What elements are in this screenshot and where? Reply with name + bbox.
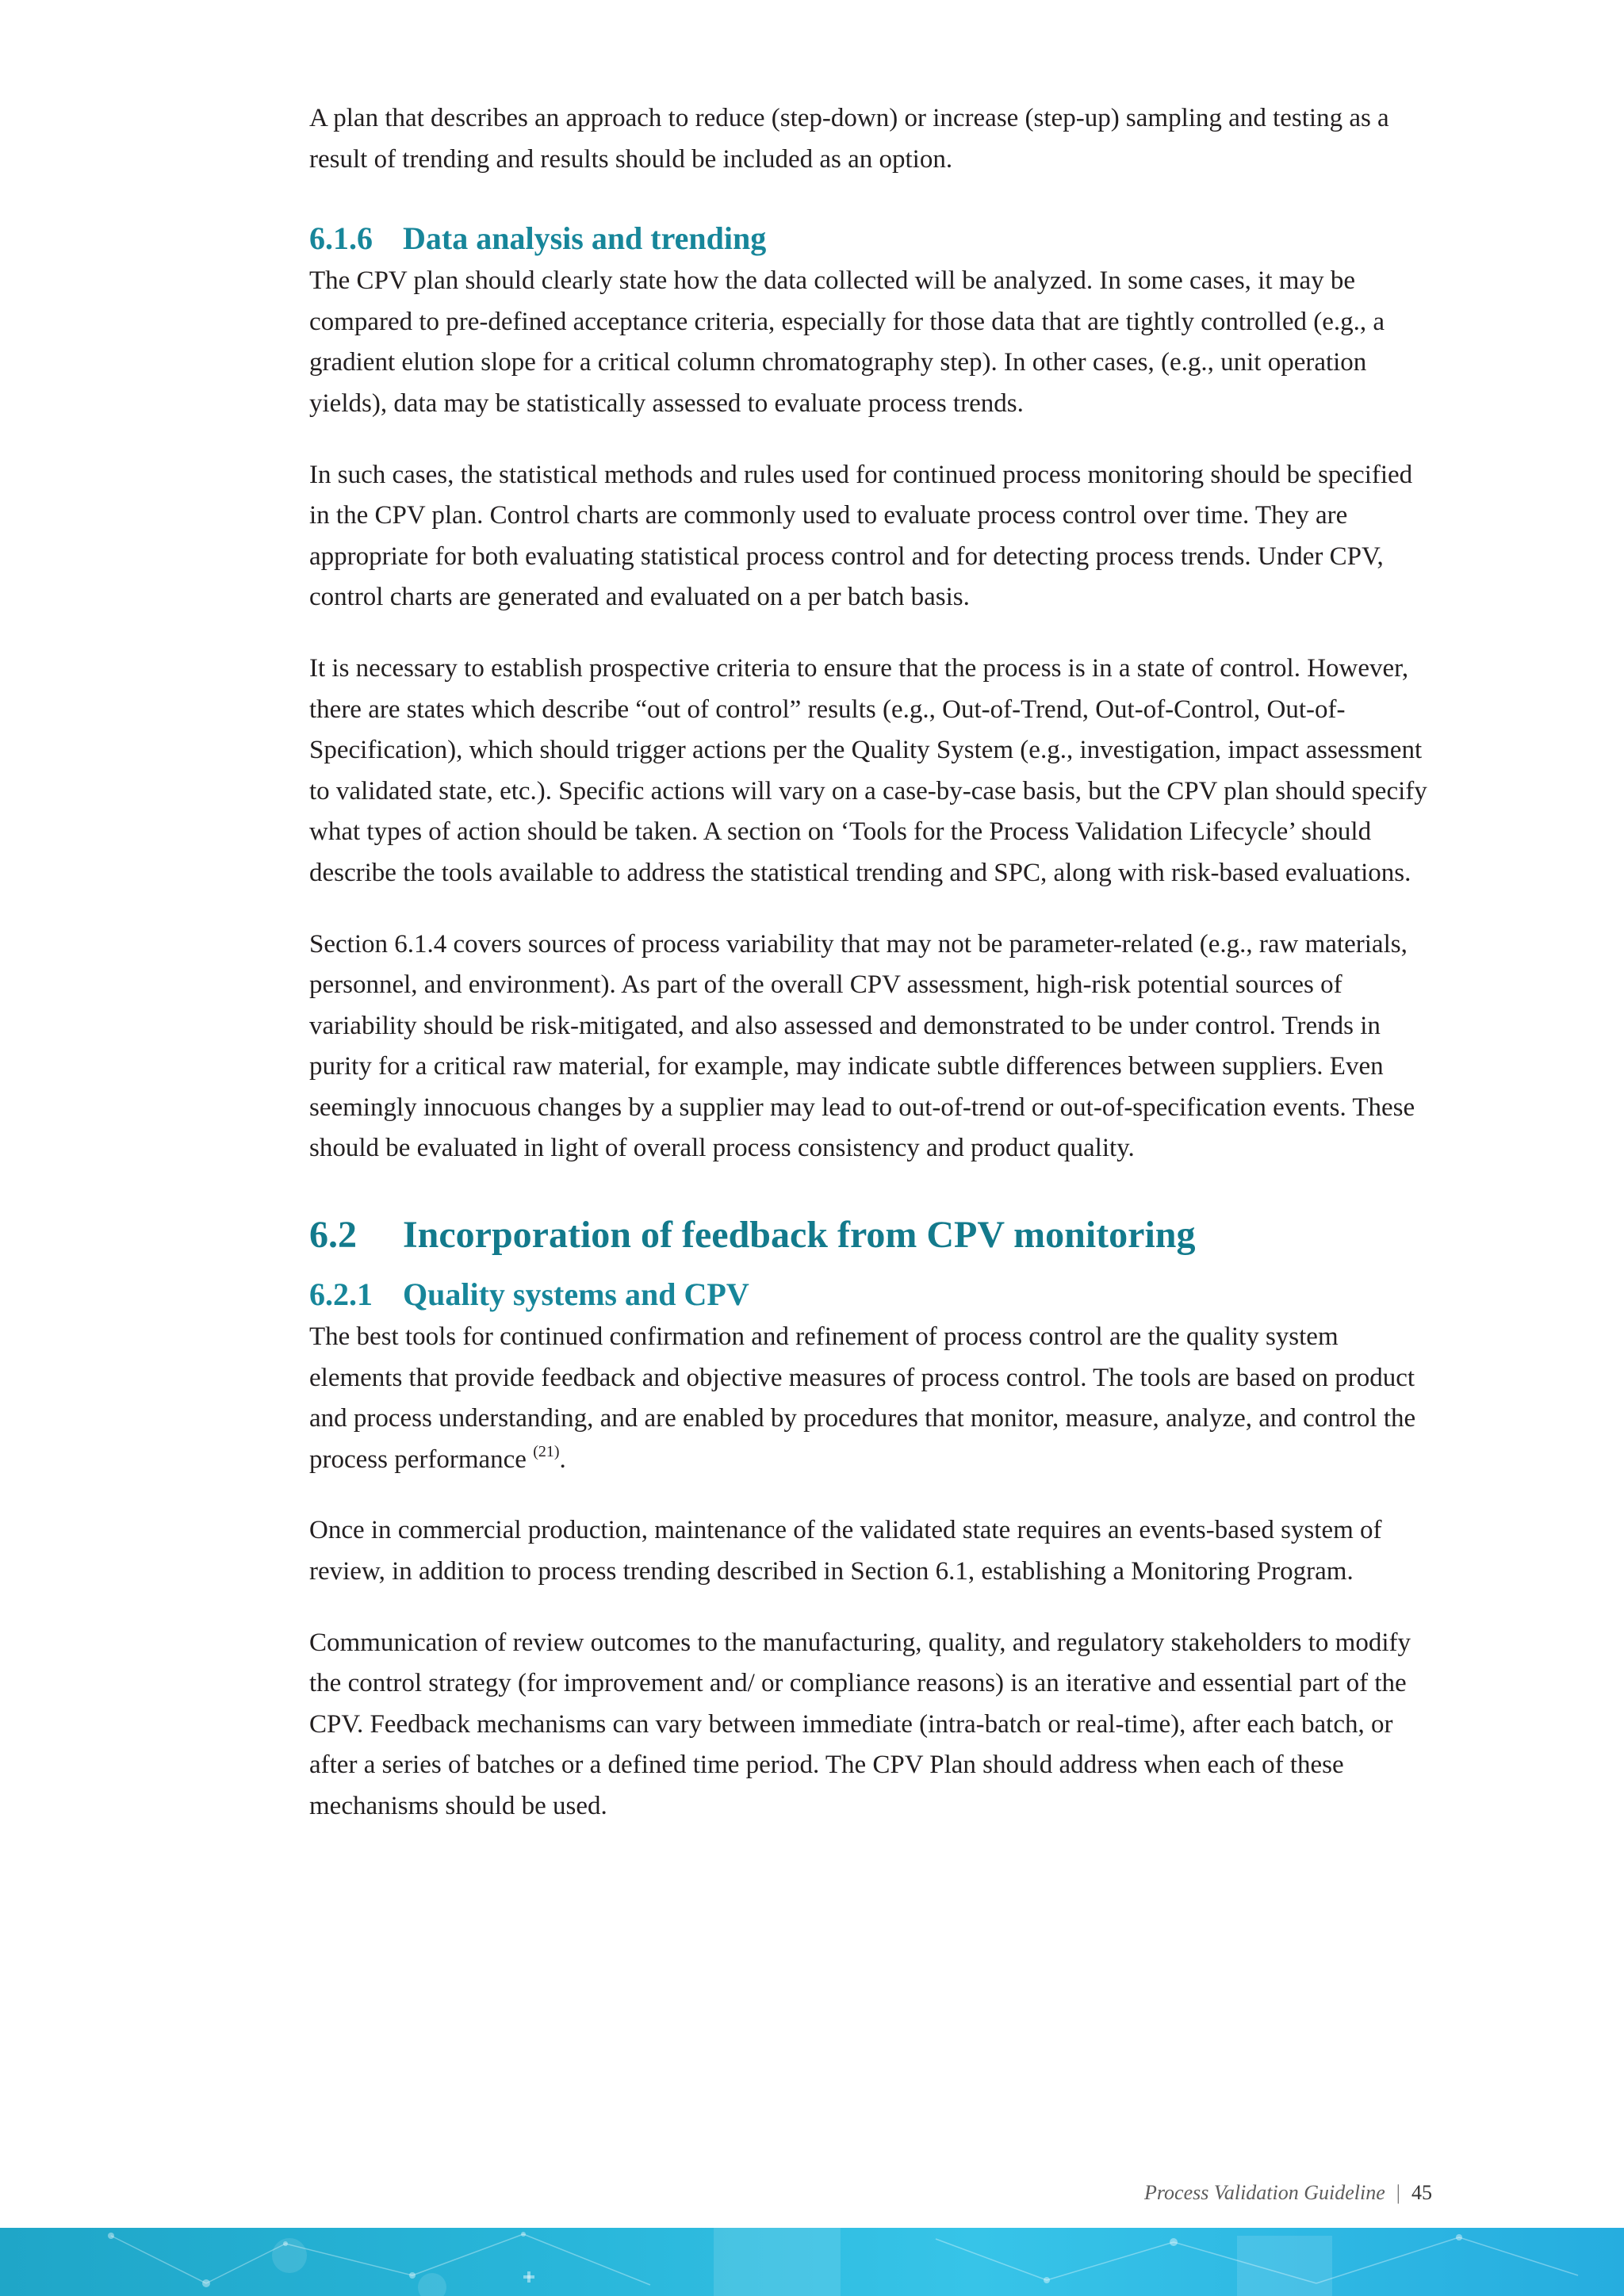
intro-paragraph: A plan that describes an approach to reduce (step-down) or increase (step-up) sampling and testing as a result of trending and results should be included as an option. xyxy=(309,104,1389,174)
section-number: 6.2.1 xyxy=(309,1276,373,1313)
section-title: Quality systems and CPV xyxy=(403,1276,749,1313)
section-heading-6-2 xyxy=(309,1207,1435,1263)
reference-superscript: (21) xyxy=(533,1442,560,1460)
paragraph-end: . xyxy=(559,1445,566,1474)
paragraph: It is necessary to establish prospective criteria to ensure that the process is in a state of control. However, there are states which describe “out of control” results (e.g., Out-of-Trend, Out-of-Control, Out-of-Specification), which should trigger actions per the Quality System (e.g., investigation, impact assessment to validated state, etc.). Specific actions will vary on a case-by-case basis, but the CPV plan should specify what types of action should be taken. A section on ‘Tools for the Process Validation Lifecycle’ should describe the tools available to address the statistical trending and SPC, along with risk-based evaluations. xyxy=(309,653,1427,887)
network-pattern-graphic xyxy=(0,2228,1624,2296)
paragraph: The CPV plan should clearly state how the data collected will be analyzed. In some cases, it may be compared to pre-defined acceptance criteria, especially for those data that are tightly controlled (e.g., a gradient elution slope for a critical column chromatography step). In other cases, (e.g., unit operation yields), data may be statistically assessed to evaluate process trends. xyxy=(309,266,1385,418)
footer-label: Process Validation Guideline xyxy=(1144,2181,1385,2204)
paragraph-text: The best tools for continued confirmation and refinement of process control are the quality system elements that provide feedback and objective measures of process control. The tools are based on product and process understanding, and are enabled by procedures that monitor, measure, analyze, and control the process performance xyxy=(309,1322,1416,1474)
paragraph: In such cases, the statistical methods and rules used for continued process monitoring should be specified in the CPV plan. Control charts are commonly used to evaluate process control over time. They are appropriate for both evaluating statistical process control and for detecting process trends. Under CPV, control charts are generated and evaluated on a per batch basis. xyxy=(309,460,1413,612)
section-title: Data analysis and trending xyxy=(403,220,767,257)
section-number: 6.2 xyxy=(309,1214,357,1257)
decorative-footer-band xyxy=(0,2228,1624,2296)
paragraph xyxy=(309,1317,1435,1480)
section-heading-6-1-6 xyxy=(309,216,1435,261)
paragraph: Communication of review outcomes to the manufacturing, quality, and regulatory stakeholders to modify the control strategy (for improvement and/ or compliance reasons) is an iterative and essential part of the CPV. Feedback mechanisms can vary between immediate (intra-batch or real-time), after each batch, or after a series of batches or a defined time period. The CPV Plan should address when each of these mechanisms should be used. xyxy=(309,1628,1411,1820)
page-number: 45 xyxy=(1411,2181,1432,2204)
paragraph: Once in commercial production, maintenance of the validated state requires an events-based system of review, in addition to process trending described in Section 6.1, establishing a Monitoring Program. xyxy=(309,1516,1382,1586)
paragraph: Section 6.1.4 covers sources of process variability that may not be parameter-related (e.g., raw materials, personnel, and environment). As part of the overall CPV assessment, high-risk potential sources of variability should be risk-mitigated, and also assessed and demonstrated to be under control. Trends in purity for a critical raw material, for example, may indicate subtle differences between suppliers. Even seemingly innocuous changes by a supplier may lead to out-of-trend or out-of-specification events. These should be evaluated in light of overall process consistency and product quality. xyxy=(309,929,1415,1163)
section-heading-6-2-1 xyxy=(309,1272,1435,1317)
page-footer xyxy=(1144,2181,1432,2205)
document-body xyxy=(309,98,1435,1858)
section-title: Incorporation of feedback from CPV monitoring xyxy=(403,1214,1196,1257)
footer-separator: | xyxy=(1396,2181,1400,2204)
section-number: 6.1.6 xyxy=(309,220,373,257)
